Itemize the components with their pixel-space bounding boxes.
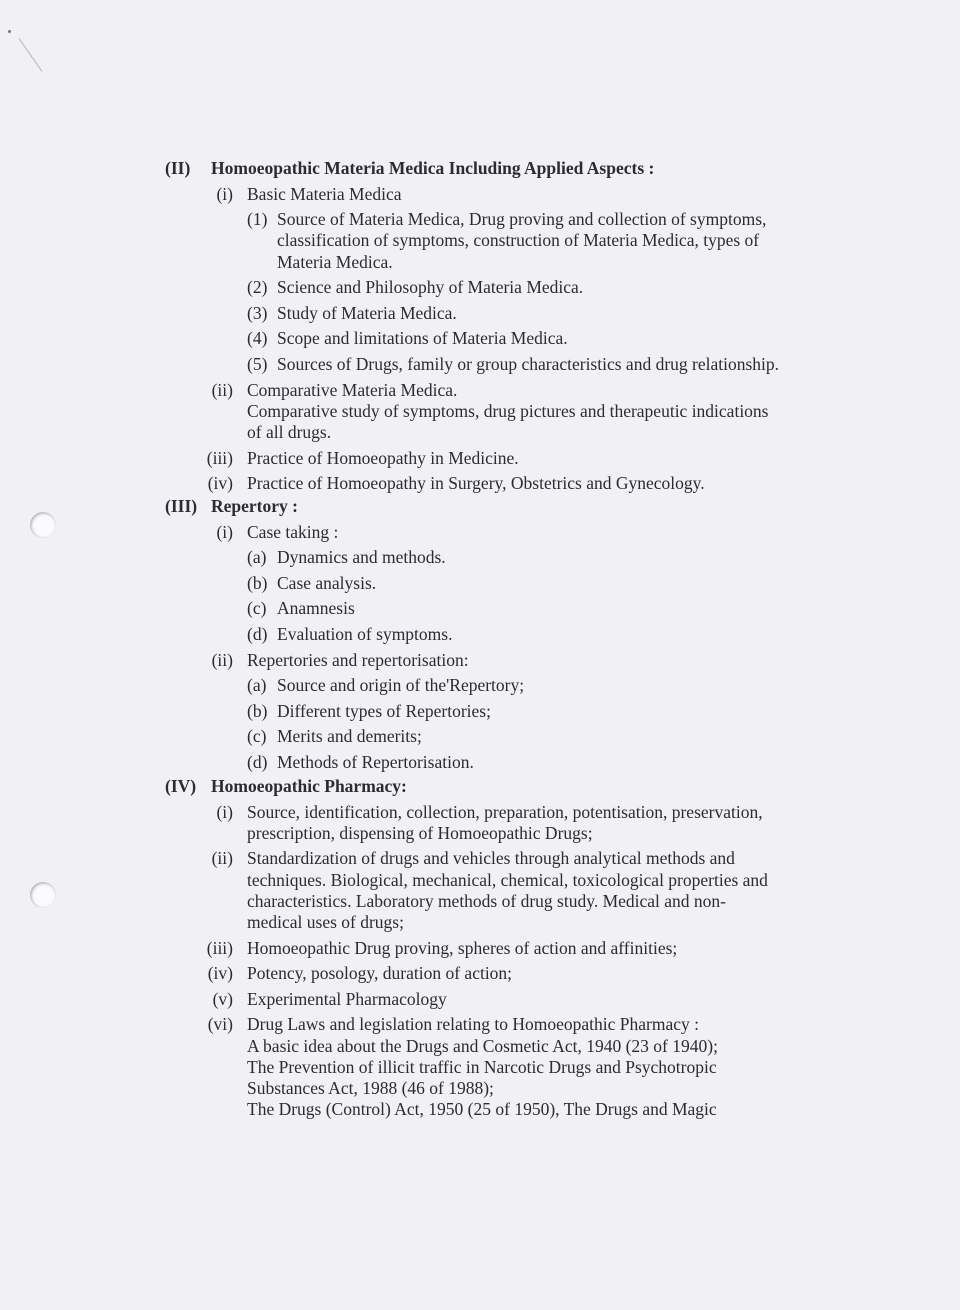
- item-number: (i): [216, 521, 233, 542]
- subitem-number: (c): [247, 726, 267, 747]
- item-text: Comparative study of symptoms, drug pictures and therapeutic indications: [247, 400, 769, 421]
- item-text: Repertories and repertorisation:: [247, 649, 469, 670]
- subitem-text: Scope and limitations of Materia Medica.: [277, 328, 568, 349]
- subitem-number: (5): [247, 354, 268, 374]
- subitem-text: classification of symptoms, construction of Materia Medica, types of: [277, 230, 760, 251]
- punch-hole: [30, 882, 56, 908]
- subitem-text: Dynamics and methods.: [277, 547, 446, 568]
- item-text: Case taking :: [247, 521, 339, 542]
- item-text: Drug Laws and legislation relating to Homoeopathic Pharmacy :: [247, 1014, 699, 1035]
- item-text: A basic idea about the Drugs and Cosmetic Act, 1940 (23 of 1940);: [247, 1035, 718, 1056]
- subitem-text: Source and origin of the'Repertory;: [277, 675, 525, 696]
- item-number: (iii): [206, 447, 233, 468]
- item-text: Homoeopathic Drug proving, spheres of action and affinities;: [247, 937, 678, 958]
- item-text: medical uses of drugs;: [247, 912, 404, 932]
- speck-mark: [8, 30, 11, 33]
- subitem-text: Study of Materia Medica.: [277, 302, 457, 323]
- item-text: Potency, posology, duration of action;: [247, 963, 513, 984]
- item-number: (iv): [207, 473, 233, 494]
- item-number: (vi): [207, 1014, 233, 1035]
- subitem-text: Evaluation of symptoms.: [277, 624, 453, 644]
- item-number: (i): [216, 183, 233, 204]
- item-text: of all drugs.: [247, 422, 332, 442]
- subitem-text: Merits and demerits;: [277, 726, 422, 747]
- item-text: techniques. Biological, mechanical, chemical, toxicological properties and: [247, 869, 768, 890]
- item-text: Practice of Homoeopathy in Medicine.: [247, 447, 519, 468]
- subitem-text: Source of Materia Medica, Drug proving and collection of symptoms,: [277, 209, 767, 230]
- item-text: Substances Act, 1988 (46 of 1988);: [247, 1078, 494, 1098]
- section-title: Repertory :: [211, 496, 298, 516]
- section-title: Homoeopathic Pharmacy:: [211, 776, 407, 796]
- item-number: (v): [212, 988, 233, 1009]
- item-text: Source, identification, collection, preparation, potentisation, preservation,: [247, 801, 763, 822]
- item-text: Comparative Materia Medica.: [247, 379, 458, 400]
- crease-mark: [19, 38, 43, 71]
- subitem-text: Science and Philosophy of Materia Medica.: [277, 277, 584, 298]
- subitem-number: (a): [247, 547, 267, 568]
- item-text: Basic Materia Medica: [247, 183, 402, 204]
- item-number: (ii): [211, 848, 233, 869]
- subitem-number: (d): [247, 624, 268, 644]
- subitem-text: Materia Medica.: [277, 251, 393, 272]
- item-text: Experimental Pharmacology: [247, 988, 447, 1009]
- section-title: Homoeopathic Materia Medica Including Applied Aspects :: [211, 158, 655, 178]
- item-text: characteristics. Laboratory methods of drug study. Medical and non-: [247, 890, 726, 911]
- item-text: Practice of Homoeopathy in Surgery, Obstetrics and Gynecology.: [247, 473, 705, 494]
- subitem-number: (b): [247, 572, 268, 593]
- item-number: (iv): [207, 963, 233, 984]
- punch-hole: [30, 512, 56, 538]
- subitem-text: Different types of Repertories;: [277, 700, 491, 721]
- item-number: (i): [216, 801, 233, 822]
- item-text: The Drugs (Control) Act, 1950 (25 of 1950), The Drugs and Magic: [247, 1099, 717, 1120]
- subitem-number: (3): [247, 302, 268, 323]
- item-text: Standardization of drugs and vehicles through analytical methods and: [247, 848, 735, 869]
- subitem-text: Methods of Repertorisation.: [277, 752, 474, 772]
- item-text: prescription, dispensing of Homoeopathic Drugs;: [247, 822, 593, 843]
- subitem-number: (c): [247, 598, 267, 619]
- subitem-text: Sources of Drugs, family or group characteristics and drug relationship.: [277, 354, 780, 374]
- item-number: (ii): [211, 379, 233, 400]
- subitem-text: Anamnesis: [277, 598, 355, 619]
- subitem-number: (1): [247, 209, 268, 230]
- item-text: The Prevention of illicit traffic in Narcotic Drugs and Psychotropic: [247, 1056, 717, 1077]
- subitem-number: (b): [247, 700, 268, 721]
- section-number: (III): [165, 496, 198, 516]
- item-number: (iii): [206, 937, 233, 958]
- subitem-number: (a): [247, 675, 267, 696]
- section-number: (IV): [165, 776, 197, 796]
- subitem-number: (2): [247, 277, 268, 298]
- subitem-number: (d): [247, 752, 268, 772]
- section-number: (II): [165, 158, 191, 178]
- subitem-text: Case analysis.: [277, 572, 377, 593]
- subitem-number: (4): [247, 328, 268, 349]
- item-number: (ii): [211, 649, 233, 670]
